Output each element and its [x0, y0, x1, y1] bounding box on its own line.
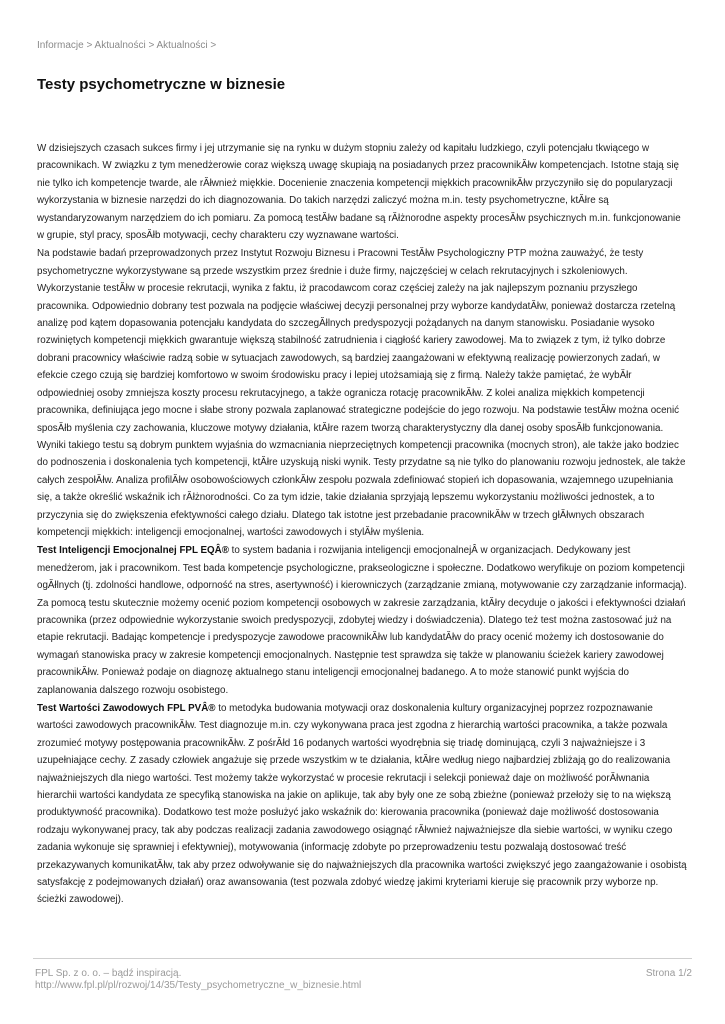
page-number: Strona 1/2: [645, 968, 692, 979]
footer-divider: [33, 958, 692, 959]
footer-info: [35, 968, 361, 992]
paragraph-text: to metodyka budowania motywacji oraz doskonalenia kultury organizacyjnej poprzez rozpoznawanie wartości zawodowych pracownikĂłw. Test diagnozuje m.in. czy wykonywana praca jest zgodna z hierarchią wartości pracownika, a także pozwala zrozumieć motywy postępowania pracownikĂłw. Z pośrĂłd 16 podanych wartości wyodrębnia się triadę dominującą, czyli 3 najważniejsze i 3 uzupełniające cechy. Z zasady człowiek angażuje się przede wszystkim w te działania, ktĂłre według niego najbardziej zbliżają go do realizowania najważniejszych dla niego wartości. Test możemy także wykorzystać w procesie rekrutacji i selekcji ponieważ daje on możliwość porĂłwnania hierarchii wartości kandydata ze specyfiką stanowiska na jakie on aplikuje, tak aby były one ze sobą zbieżne (ponieważ przełoży się to na większą produktywność pracownika). Dodatkowo test może posłużyć jako wskaźnik do: kierowania pracownika (ponieważ daje możliwość dostosowania rodzaju wykonywanej pracy, tak aby podczas realizacji zadania zawodowego osiągnąć rĂłwnież najważniejsze dla siebie wartości, w wyniku czego zadania wykonuje się sprawniej i efektywniej), motywowania (informację zdobyte po przeprowadzeniu testu pozwalają dostosować treść przekazywanych komunikatĂłw, tak aby przez odwoływanie się do najważniejszych dla pracownika wartości zwiększyć jego zaangażowanie i osobistą satysfakcję z podejmowanych działań) oraz awansowania (test pozwala zdobyć wiedzę jakimi kryteriami kieruje się pracownik przy wyborze np. ścieżki zawodowej).: [37, 703, 687, 906]
paragraph-lead: Test Wartości Zawodowych FPL PVÂ®: [37, 703, 216, 714]
article-paragraph: [37, 245, 689, 541]
footer-url[interactable]: http://www.fpl.pl/pl/rozwoj/14/35/Testy_psychometryczne_w_biznesie.html: [35, 980, 362, 991]
paragraph-text: W dzisiejszych czasach sukces firmy i jej utrzymanie się na rynku w dużym stopniu zależy od kapitału ludzkiego, czyli potencjału tkwiącego w pracownikach. W związku z tym menedżerowie coraz większą uwagę skupiają na posiadanych przez pracownikĂłw kompetencjach. Istotne stają się nie tylko ich kompetencje twarde, ale rĂłwnież miękkie. Docenienie znaczenia kompetencji miękkich pracownikĂłw przyczyniło się do popularyzacji wykorzystania w biznesie narzędzi do ich diagnozowania. Do takich narzędzi zaliczyć można m.in. testy psychometryczne, ktĂłre są wystandaryzowanym narzędziem do ich pomiaru. Za pomocą testĂłw badane są rĂłżnorodne aspekty procesĂłw psychicznych m.in. funkcjonowanie w grupie, styl pracy, sposĂłb motywacji, cechy charakteru czy wyznawane wartości.: [37, 143, 681, 242]
paragraph-lead: Test Inteligencji Emocjonalnej FPL EQÂ®: [37, 545, 229, 557]
article-paragraph: [37, 542, 689, 699]
footer-company: FPL Sp. z o. o. – bądź inspiracją.: [35, 968, 182, 979]
article-body: [37, 140, 689, 910]
paragraph-text: Na podstawie badań przeprowadzonych przez Instytut Rozwoju Biznesu i Pracowni TestĂłw Psychologiczny PTP można zauważyć, że testy psychometryczne wykorzystywane są przede wszystkim przez średnie i duże firmy, najczęściej w celach rekrutacyjnych i szkoleniowych. Wykorzystanie testĂłw w procesie rekrutacji, wynika z faktu, iż pracodawcom coraz częściej zależy na jak najlepszym poznaniu przyszłego pracownika. Odpowiednio dobrany test pozwala na podjęcie właściwej decyzji personalnej przy wyborze kandydatĂłw, ponieważ dostarcza rzetelną analizę pod kątem dopasowania potencjału kandydata do szczegĂłlnych predyspozycji pożądanych na danym stanowisku. Posiadanie wysoko rozwiniętych kompetencji miękkich gwarantuje większą stabilność zatrudnienia i ciągłość kariery zawodowej. Ma to związek z tym, iż tylko dobrze dobrani pracownicy właściwie radzą sobie w sytuacjach zawodowych, są bardziej zaangażowani w efektywną realizację powierzonych zadań, w efekcie czego czują się bardziej komfortowo w swoim środowisku pracy i lepiej utożsamiają się z firmą. Należy także pamiętać, że wybĂłr odpowiedniej osoby zmniejsza koszty procesu rekrutacyjnego, a także ogranicza rotację pracownikĂłw. Z kolei analiza miękkich kompetencji pracownika, definiująca jego mocne i słabe strony pozwala zaplanować strategiczne podejście do jego rozwoju. Na podstawie testĂłw można ocenić sposĂłb myślenia czy zachowania, kluczowe motywy działania, ktĂłre razem tworzą charakterystyczny dla danej osoby sposĂłb funkcjonowania. Wyniki takiego testu są dobrym punktem wyjaśnia do wzmacniania nieprzeciętnych kompetencji pracownika (mocnych stron), ale także jako bodziec do podnoszenia i doskonalenia tych kompetencji, ktĂłre uzyskują niski wynik. Testy przydatne są nie tylko do planowaniu rozwoju jednostek, ale także całych zespołĂłw. Analiza profilĂłw osobowościowych członkĂłw zespołu pozwala zdefiniować stopień ich dopasowania, wzajemnego uzupełniania się, a także określić wskaźnik ich rĂłżnorodności. Co za tym idzie, takie działania sprzyjają lepszemu wykorzystaniu możliwości jednostek, a to przyczynia się do zwiększenia efektywności całego działu. Dlatego tak istotne jest przebadanie pracownikĂłw w trzech głĂłwnych obszarach kompetencji miękkich: inteligencji emocjonalnej, wartości zawodowych i stylĂłw myślenia.: [37, 248, 686, 538]
article-paragraph: [37, 700, 689, 909]
paragraph-text: to system badania i rozwijania inteligencji emocjonalnejÂ w organizacjach. Dedykowany jest menedżerom, jak i pracownikom. Test bada kompetencje psychologiczne, prakseologiczne i społeczne. Dodatkowo weryfikuje on poziom kompetencji ogĂłlnych (tj. zdolności handlowe, odporność na stres, asertywność) i kierowniczych (zarządzanie zmianą, motywowanie czy zarządzanie informacją). Za pomocą testu skutecznie możemy ocenić poziom kompetencji osobowych w zakresie zarządzania, ktĂłry decyduje o jakości i efektywności działań pracownika (przez odpowiednie wykorzystanie swoich predyspozycji, zdobytej wiedzy i doświadczenia). Dlatego też test można zastosować już na etapie rekrutacji. Badając kompetencje i predyspozycje zawodowe pracownikĂłw lub kandydatĂłw do pracy ocenić możemy ich dostosowanie do wymagań stanowiska pracy w zakresie kompetencji emocjonalnych. Następnie test sprawdza się także w planowaniu ścieżek kariery zawodowej pracownikĂłw. Ponieważ podaje on diagnozę aktualnego stanu inteligencji emocjonalnej badanego. A to może stanowić punkt wyjścia do zaplanowania dalszego rozwoju osobistego.: [37, 545, 687, 696]
page-title: Testy psychometryczne w biznesie: [37, 76, 286, 93]
article-paragraph: [37, 140, 689, 244]
breadcrumb[interactable]: Informacje > Aktualności > Aktualności >: [37, 40, 217, 51]
